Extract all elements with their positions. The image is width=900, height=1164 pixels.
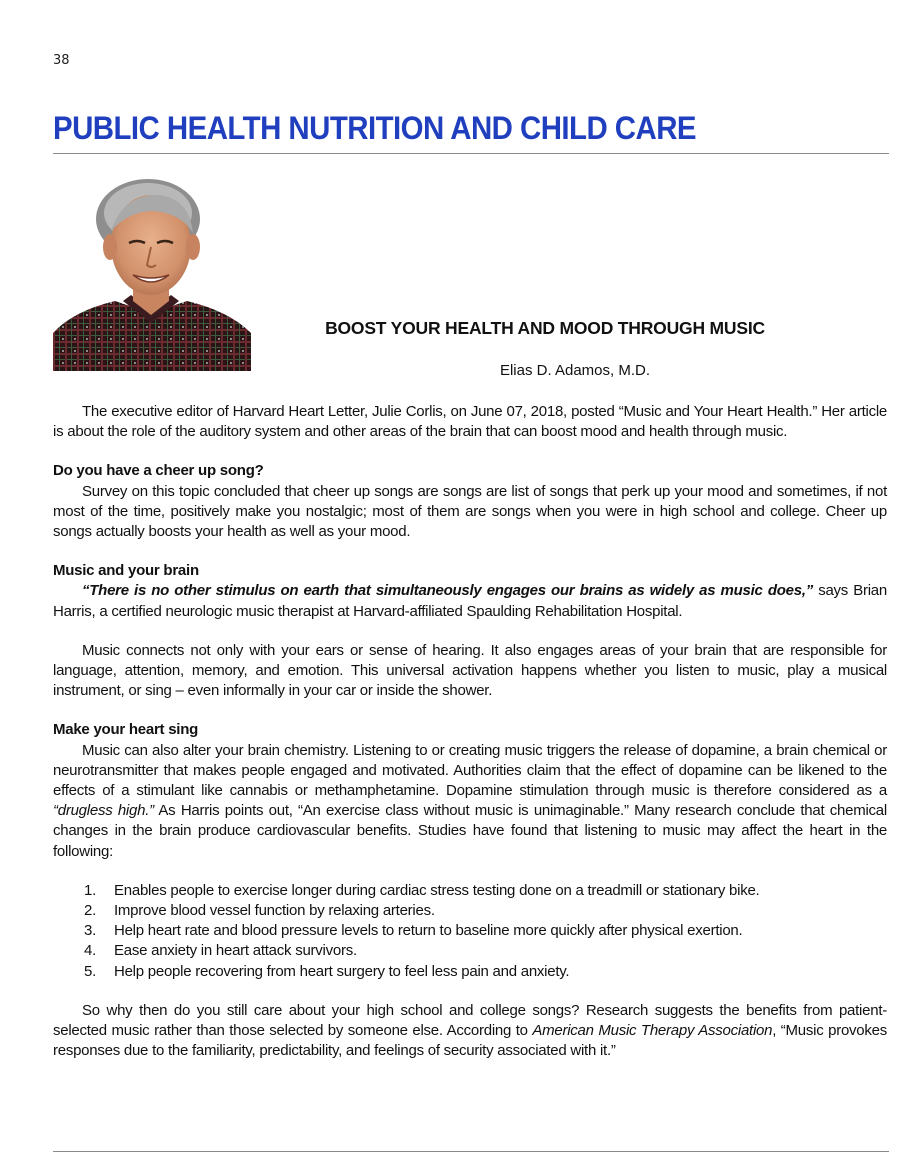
list-item [53, 941, 887, 961]
harris-quote: “There is no other stimulus on earth that simultaneously engages our brains as widely as music does,” [82, 582, 814, 600]
section-title: PUBLIC HEALTH NUTRITION AND CHILD CARE [53, 110, 697, 146]
list-text: Help people recovering from heart surgery to feel less pain and anxiety. [114, 962, 570, 980]
heart-paragraph [53, 741, 887, 862]
list-number: 1. [84, 881, 97, 899]
list-number: 5. [84, 962, 97, 980]
heart-text-start: Music can also alter your brain chemistry. Listening to or creating music triggers the release of dopamine, a brain chemical or neurotransmitter that makes people engaged and motivated. Authorities claim that the effect of dopamine can be likened to the effects of a stimulant like cannabis or methamphetamine. Dopamine stimulation through music is therefore considered as a [53, 741, 887, 800]
closing-text-end: , “Music provokes responses due to the familiarity, predictability, and feelings of security associated with it.” [53, 1022, 887, 1060]
cheer-up-paragraph: Survey on this topic concluded that cheer up songs are songs are list of songs that perk up your mood and sometimes, if not most of the time, positively make you nostalgic; most of them are songs when you were in high school and college. Cheer up songs actually boosts your health as well as your mood. [53, 482, 887, 541]
footer-divider [53, 1151, 889, 1152]
article-body [53, 402, 887, 1061]
list-number: 4. [84, 942, 97, 960]
list-item [53, 962, 887, 982]
list-item [53, 921, 887, 941]
heart-text-end: As Harris points out, “An exercise class without music is unimaginable.” Many research conclude that chemical changes in the brain produce cardiovascular benefits. Studies have found that listening to music may affect the heart in the following: [53, 802, 887, 860]
list-text: Improve blood vessel function by relaxing arteries. [114, 902, 435, 920]
list-text: Enables people to exercise longer during cardiac stress testing done on a treadmill or stationary bike. [114, 881, 760, 899]
article-headline: BOOST YOUR HEALTH AND MOOD THROUGH MUSIC [325, 318, 765, 338]
page-number: 38 [53, 53, 70, 68]
list-text: Help heart rate and blood pressure levels to return to baseline more quickly after physical exertion. [114, 922, 743, 940]
intro-paragraph: The executive editor of Harvard Heart Letter, Julie Corlis, on June 07, 2018, posted “Music and Your Heart Health.” Her article is about the role of the auditory system and other areas of the brain that can boost mood and health through music. [53, 403, 887, 441]
closing-text-start: So why then do you still care about your high school and college songs? Research suggests the benefits from patient-selected music rather than those selected by someone else. According to [53, 1001, 887, 1040]
brain-paragraph-2: Music connects not only with your ears or sense of hearing. It also engages areas of your brain that are responsible for language, attention, memory, and emotion. This universal activation happens whether you listen to music, play a musical instrument, or sing – even informally in your car or inside the shower. [53, 641, 887, 700]
closing-paragraph [53, 1001, 887, 1062]
title-divider [53, 153, 889, 154]
list-text: Ease anxiety in heart attack survivors. [114, 942, 357, 960]
harris-quote-attribution: says Brian Harris, a certified neurologic music therapist at Harvard-affiliated Spaulding Rehabilitation Hospital. [53, 582, 887, 620]
list-item [53, 901, 887, 921]
list-number: 3. [84, 922, 97, 940]
drugless-high-phrase: “drugless high.” [53, 802, 154, 820]
amta-name: American Music Therapy Association [532, 1022, 773, 1040]
article-byline: Elias D. Adamos, M.D. [499, 362, 651, 379]
list-item [53, 881, 887, 901]
heading-make-heart-sing: Make your heart sing [53, 721, 199, 739]
heading-cheer-up-song: Do you have a cheer up song? [53, 462, 264, 480]
brain-quote-paragraph [53, 581, 887, 621]
heading-music-and-brain: Music and your brain [53, 562, 199, 580]
author-photo [53, 173, 251, 371]
heart-benefits-list [53, 881, 887, 982]
list-number: 2. [84, 902, 97, 920]
